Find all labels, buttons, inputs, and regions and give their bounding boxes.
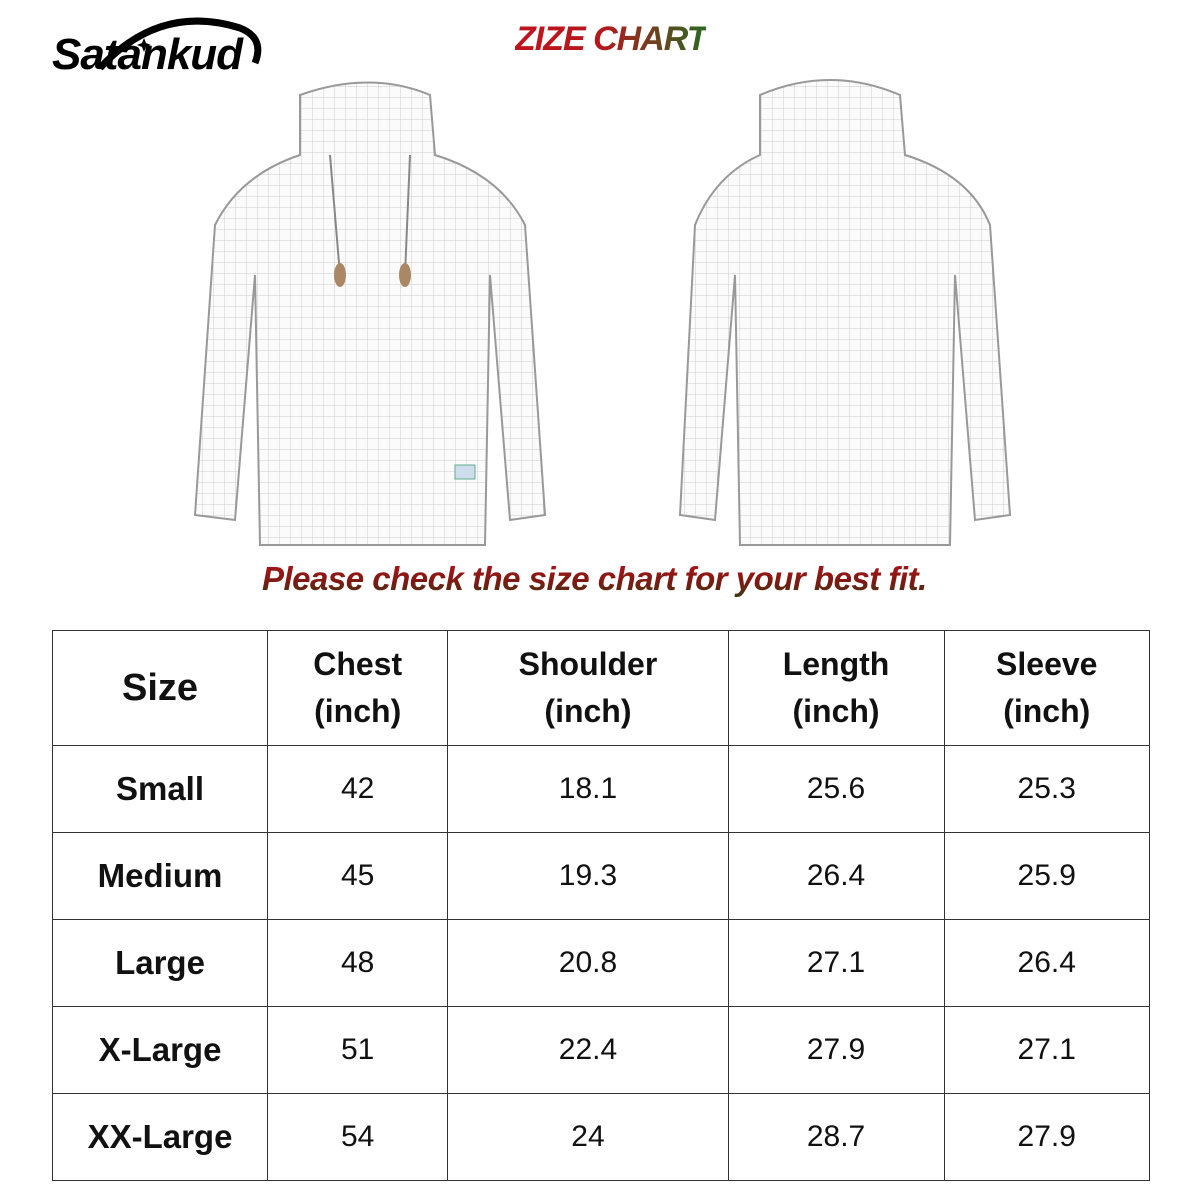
size-label: Small bbox=[53, 746, 268, 833]
table-row bbox=[53, 833, 1150, 920]
header-size bbox=[53, 631, 268, 746]
header-length bbox=[728, 631, 944, 746]
measurement-cell: 48 bbox=[268, 920, 448, 1007]
size-label: Large bbox=[53, 920, 268, 1007]
hoodie-front-image bbox=[180, 75, 560, 555]
measurement-cell: 25.6 bbox=[728, 746, 944, 833]
measurement-cell: 27.9 bbox=[728, 1007, 944, 1094]
header-label: Chest bbox=[313, 646, 403, 682]
table-row bbox=[53, 1007, 1150, 1094]
measurement-cell: 27.1 bbox=[944, 1007, 1150, 1094]
header-sleeve bbox=[944, 631, 1150, 746]
measurement-cell: 25.3 bbox=[944, 746, 1150, 833]
measurement-cell: 51 bbox=[268, 1007, 448, 1094]
measurement-cell: 42 bbox=[268, 746, 448, 833]
size-label: X-Large bbox=[53, 1007, 268, 1094]
header-label: Sleeve bbox=[996, 646, 1098, 682]
size-chart-table bbox=[52, 630, 1150, 1181]
fit-instruction: Please check the size chart for your best fit. bbox=[262, 560, 927, 597]
measurement-cell: 18.1 bbox=[448, 746, 728, 833]
measurement-cell: 27.9 bbox=[944, 1094, 1150, 1181]
measurement-cell: 24 bbox=[448, 1094, 728, 1181]
header-unit: (inch) bbox=[1003, 693, 1091, 729]
header-label: Length bbox=[782, 646, 890, 682]
header-label: Size bbox=[121, 666, 199, 709]
measurement-cell: 26.4 bbox=[944, 920, 1150, 1007]
measurement-cell: 22.4 bbox=[448, 1007, 728, 1094]
size-label: XX-Large bbox=[53, 1094, 268, 1181]
table-row bbox=[53, 1094, 1150, 1181]
measurement-cell: 26.4 bbox=[728, 833, 944, 920]
measurement-cell: 27.1 bbox=[728, 920, 944, 1007]
header-shoulder bbox=[448, 631, 728, 746]
table-row bbox=[53, 746, 1150, 833]
measurement-cell: 45 bbox=[268, 833, 448, 920]
measurement-cell: 19.3 bbox=[448, 833, 728, 920]
table-header-row bbox=[53, 631, 1150, 746]
logo-text: Satankud bbox=[52, 30, 243, 79]
header-unit: (inch) bbox=[792, 693, 880, 729]
header-unit: (inch) bbox=[314, 693, 402, 729]
table-row bbox=[53, 920, 1150, 1007]
page-title: ZIZE CHART bbox=[515, 20, 707, 58]
header-chest bbox=[268, 631, 448, 746]
measurement-cell: 25.9 bbox=[944, 833, 1150, 920]
hoodie-back-image bbox=[640, 75, 1020, 555]
measurement-cell: 28.7 bbox=[728, 1094, 944, 1181]
measurement-cell: 54 bbox=[268, 1094, 448, 1181]
measurement-cell: 20.8 bbox=[448, 920, 728, 1007]
size-label: Medium bbox=[53, 833, 268, 920]
header-label: Shoulder bbox=[518, 646, 658, 682]
header-unit: (inch) bbox=[544, 693, 632, 729]
